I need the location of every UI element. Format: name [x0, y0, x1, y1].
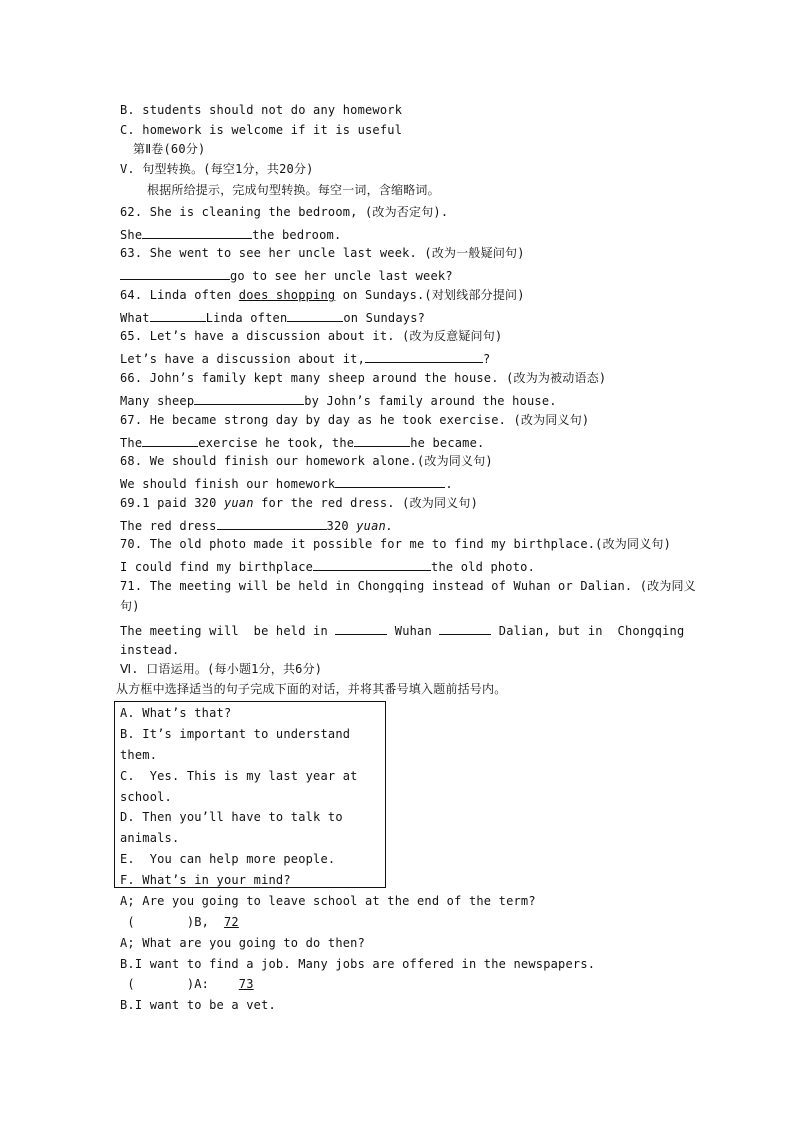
answer-text: the bedroom.	[252, 228, 342, 242]
dialogue-line-5	[120, 976, 254, 992]
answer-text: by John’s family around the house.	[304, 394, 557, 408]
answer-bracket: ( )A:	[120, 977, 239, 991]
box-option-a: A. What’s that?	[120, 706, 232, 720]
question-67: 67. He became strong day by day as he took exercise. (改为同义句)	[120, 413, 590, 427]
box-option-f: F. What’s in your mind?	[120, 873, 291, 887]
answer-blank[interactable]	[287, 309, 343, 322]
answer-66	[120, 392, 557, 409]
answer-text: She	[120, 228, 143, 242]
answer-71-line-2: instead.	[120, 643, 180, 657]
answer-blank[interactable]	[142, 226, 252, 239]
answer-blank[interactable]	[439, 622, 491, 635]
question-65: 65. Let’s have a discussion about it. (改为反意疑问句)	[120, 329, 503, 343]
answer-blank[interactable]	[120, 267, 230, 280]
answer-text: Dalian, but in Chongqing	[498, 624, 685, 638]
answer-text: the old photo.	[431, 560, 535, 574]
dialogue-line-6: B.I want to be a vet.	[120, 998, 276, 1012]
question-text: 64. Linda often	[120, 288, 239, 302]
question-68: 68. We should finish our homework alone.(改为同义句)	[120, 454, 493, 468]
dialogue-line-1: A; Are you going to leave school at the end of the term?	[120, 894, 536, 908]
answer-text: Let’s have a discussion about it,	[120, 352, 366, 366]
blank-number: 72	[223, 915, 239, 929]
answer-63	[120, 267, 453, 284]
answer-text: Wuhan	[394, 624, 432, 638]
box-option-e: E. You can help more people.	[120, 852, 336, 866]
underlined-phrase: does shopping	[238, 288, 336, 302]
answer-text: Many sheep	[120, 394, 195, 408]
italic-word: yuan.	[356, 519, 394, 533]
answer-68	[120, 475, 453, 492]
answer-67	[120, 434, 484, 451]
section-5-instructions: 根据所给提示，完成句型转换。每空一词，含缩略词。	[147, 183, 440, 197]
box-option-b-line-1: B. It’s important to understand	[120, 727, 351, 741]
answer-blank[interactable]	[150, 309, 206, 322]
answer-blank[interactable]	[335, 622, 387, 635]
answer-text: The meeting will be held in	[120, 624, 328, 638]
answer-blank[interactable]	[142, 434, 198, 447]
answer-blank[interactable]	[354, 434, 410, 447]
dialogue-line-4: B.I want to find a job. Many jobs are offered in the newspapers.	[120, 957, 596, 971]
box-option-d-line-1: D. Then you’ll have to talk to	[120, 810, 343, 824]
answer-text: ?	[483, 352, 491, 366]
answer-bracket: ( )B,	[120, 915, 224, 929]
answer-text: We should finish our homework	[120, 477, 336, 491]
answer-65	[120, 350, 490, 367]
option-b: B. students should not do any homework	[120, 103, 403, 117]
section-6-instructions: 从方框中选择适当的句子完成下面的对话，并将其番号填入题前括号内。	[116, 682, 507, 696]
answer-blank[interactable]	[365, 350, 483, 363]
box-option-d-line-2: animals.	[120, 831, 180, 845]
option-c: C. homework is welcome if it is useful	[120, 123, 403, 137]
question-62: 62. She is cleaning the bedroom, (改为否定句).	[120, 205, 449, 219]
answer-text: The red dress	[120, 519, 217, 533]
answer-blank[interactable]	[194, 392, 304, 405]
answer-text: exercise he took, the	[198, 436, 355, 450]
question-text: 69.1 paid 320	[120, 496, 224, 510]
dialogue-line-3: A; What are you going to do then?	[120, 936, 366, 950]
question-text: for the red dress. (改为同义句)	[253, 496, 478, 510]
box-option-c-line-2: school.	[120, 790, 172, 804]
answer-69	[120, 517, 393, 534]
question-69	[120, 495, 478, 511]
answer-62	[120, 226, 341, 243]
section-5-title: V. 句型转换。(每空1分，共20分)	[120, 162, 314, 176]
box-option-b-line-2: them.	[120, 748, 158, 762]
box-option-c-line-1: C. Yes. This is my last year at	[120, 769, 358, 783]
question-64	[120, 287, 525, 303]
answer-70	[120, 558, 535, 575]
blank-number: 73	[238, 977, 254, 991]
question-66: 66. John’s family kept many sheep around the house. (改为为被动语态)	[120, 371, 607, 385]
answer-text: .	[445, 477, 453, 491]
answer-blank[interactable]	[313, 558, 431, 571]
dialogue-line-2	[120, 914, 239, 930]
answer-text: Linda often	[205, 311, 288, 325]
question-71-line-1: 71. The meeting will be held in Chongqing instead of Wuhan or Dalian. (改为同义	[120, 579, 696, 593]
question-70: 70. The old photo made it possible for me to find my birthplace.(改为同义句)	[120, 537, 672, 551]
answer-text: I could find my birthplace	[120, 560, 314, 574]
answer-blank[interactable]	[217, 517, 327, 530]
answer-64	[120, 309, 425, 326]
section-6-title: Ⅵ. 口语运用。(每小题1分，共6分)	[120, 662, 323, 676]
answer-71-line-1	[120, 622, 684, 639]
answer-text: on Sundays?	[343, 311, 426, 325]
answer-text: The	[120, 436, 143, 450]
answer-text: 320	[326, 519, 357, 533]
answer-text: go to see her uncle last week?	[230, 269, 453, 283]
question-71-line-2: 句)	[120, 599, 140, 613]
answer-text: he became.	[410, 436, 485, 450]
answer-text: What	[120, 311, 150, 325]
question-text: on Sundays.(对划线部分提问)	[335, 288, 525, 302]
section-2-heading: 第Ⅱ卷(60分)	[133, 142, 206, 156]
answer-blank[interactable]	[335, 475, 445, 488]
italic-word: yuan	[223, 496, 254, 510]
question-63: 63. She went to see her uncle last week. (改为一般疑问句)	[120, 246, 525, 260]
